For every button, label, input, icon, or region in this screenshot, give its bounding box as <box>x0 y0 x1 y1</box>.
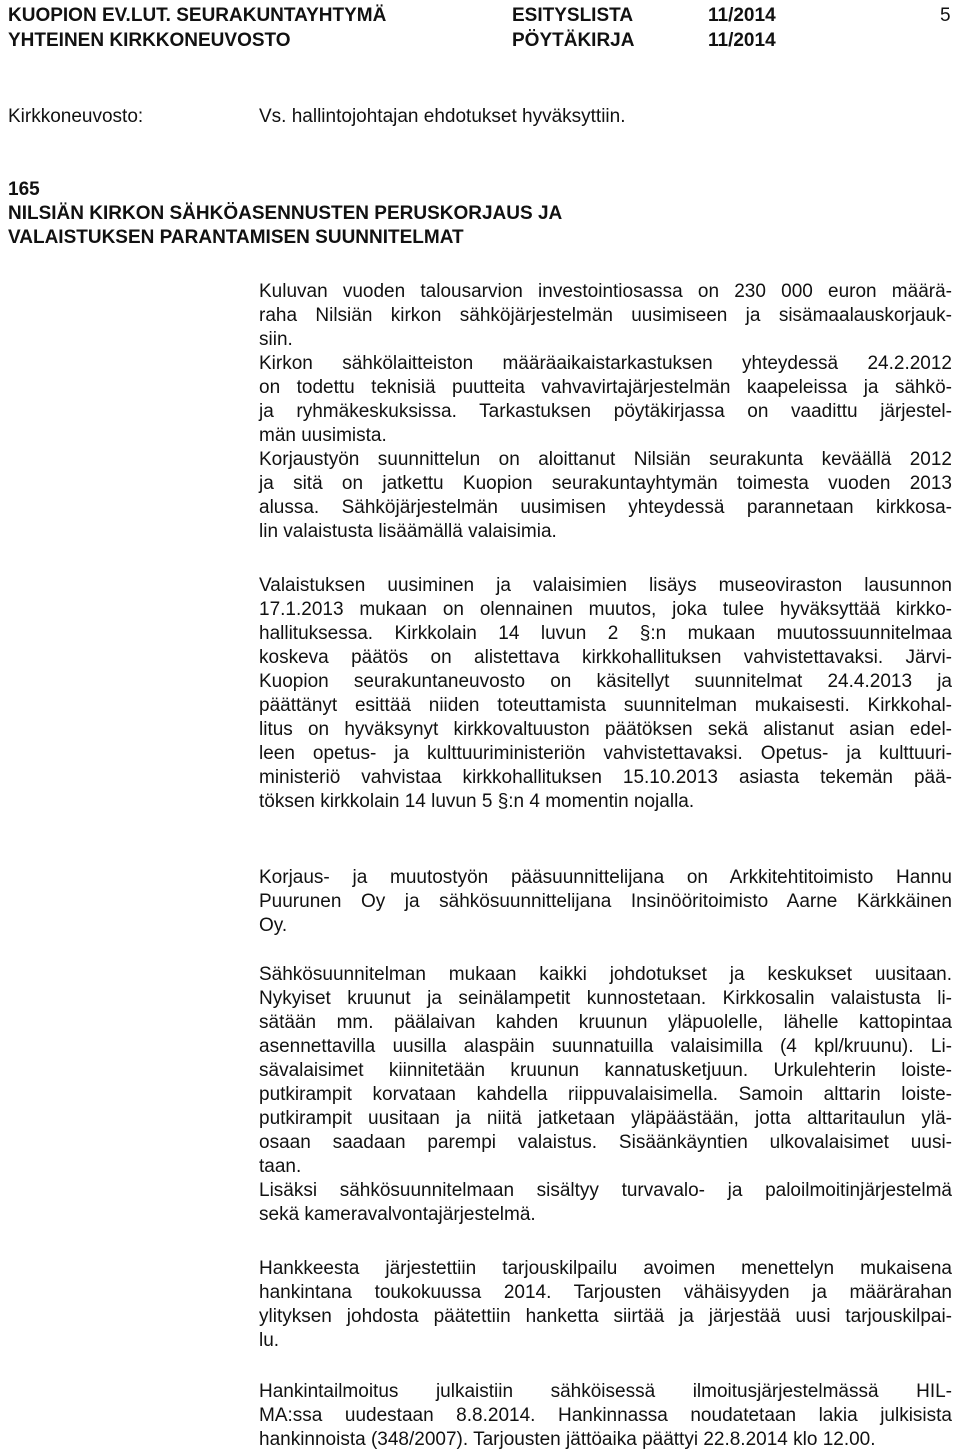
body-paragraph <box>259 866 952 938</box>
body-paragraph <box>259 574 952 814</box>
paragraph-line: Oy. <box>259 915 288 936</box>
paragraph-line: päättänyt esittää niiden toteuttamista suunnitelman mukaisesti. Kirkkohal- <box>259 695 952 716</box>
paragraph-line: alussa. Sähköjärjestelmän uusimisen yhteydessä parannetaan kirkkosa- <box>259 497 952 518</box>
body-paragraph <box>259 1380 952 1452</box>
paragraph-line: lin valaistusta lisäämällä valaisimia. <box>259 521 557 542</box>
paragraph-line: on todettu teknisiä puutteita vahvavirtajärjestelmän kaapeleissa ja sähkö- <box>259 377 952 398</box>
decision-label: Kirkkoneuvosto: <box>8 106 144 127</box>
paragraph-line: ja sitä on jatkettu Kuopion seurakuntayhtymän toimesta vuoden 2013 <box>259 473 952 494</box>
paragraph-line: hankinnoista (348/2007). Tarjousten jättöaika päättyi 22.8.2014 klo 12.00. <box>259 1429 876 1450</box>
item-number: 165 <box>8 179 40 200</box>
paragraph-line: ministeriö vahvistaa kirkkohallituksen 15.10.2013 asiasta tekemän pää- <box>259 767 952 788</box>
paragraph-line: Kuopion seurakuntaneuvosto on käsitellyt suunnitelmat 24.4.2013 ja <box>259 671 952 692</box>
paragraph-line: Sähkösuunnitelman mukaan kaikki johdotukset ja keskukset uusitaan. <box>259 964 952 985</box>
paragraph-line: taan. <box>259 1156 302 1177</box>
paragraph-line: putkirampit korvataan kahdella riippuvalaisimella. Samoin alttarin loiste- <box>259 1084 952 1105</box>
paragraph-line: Kirkon sähkölaitteiston määräaikaistarkastuksen yhteydessä 24.2.2012 <box>259 353 952 374</box>
paragraph-line: Korjaustyön suunnittelun on aloittanut Nilsiän seurakunta keväällä 2012 <box>259 449 952 470</box>
page-number: 5 <box>940 5 951 26</box>
paragraph-line: hallituksessa. Kirkkolain 14 luvun 2 §:n mukaan muutossuunnitelmaa <box>259 623 952 644</box>
doc-type-agenda: ESITYSLISTA <box>512 5 634 26</box>
paragraph-line: sävalaisimet kiinnitetään kruunun kannatusketjuun. Urkulehterin loiste- <box>259 1060 952 1081</box>
paragraph-line: Puurunen Oy ja sähkösuunnittelijana Insinööritoimisto Aarne Kärkkäinen <box>259 891 952 912</box>
paragraph-line: Hankintailmoitus julkaistiin sähköisessä ilmoitusjärjestelmässä HIL- <box>259 1381 952 1402</box>
decision-text: Vs. hallintojohtajan ehdotukset hyväksyttiin. <box>259 106 626 127</box>
organization-name: KUOPION EV.LUT. SEURAKUNTAYHTYMÄ <box>8 5 387 26</box>
paragraph-line: hankintana toukokuussa 2014. Tarjousten vähäisyyden ja määrärahan <box>259 1282 952 1303</box>
paragraph-line: lu. <box>259 1330 280 1351</box>
paragraph-line: koskeva päätös on alistettava kirkkohallituksen vahvistettavaksi. Järvi- <box>259 647 952 668</box>
paragraph-line: litus on hyväksynyt kirkkovaltuuston päätöksen sekä alistanut asian edel- <box>259 719 952 740</box>
paragraph-line: leen opetus- ja kulttuuriministeriön vahvistettavaksi. Opetus- ja kulttuuri- <box>259 743 952 764</box>
paragraph-line: Hankkeesta järjestettiin tarjouskilpailu avoimen menettelyn mukaisena <box>259 1258 952 1279</box>
paragraph-line: sekä kameravalvontajärjestelmä. <box>259 1204 536 1225</box>
meeting-number-minutes: 11/2014 <box>708 30 776 51</box>
paragraph-line: ylityksen johdosta päätettiin hanketta siirtää ja järjestää uusi tarjouskilpai- <box>259 1306 952 1327</box>
meeting-number: 11/2014 <box>708 5 776 26</box>
body-paragraph <box>259 963 952 1227</box>
paragraph-line: Nykyiset kruunut ja seinälampetit kunnostetaan. Kirkkosalin valaistusta li- <box>259 988 952 1009</box>
paragraph-line: män uusimista. <box>259 425 387 446</box>
paragraph-line: MA:ssa uudestaan 8.8.2014. Hankinnassa noudatetaan lakia julkisista <box>259 1405 952 1426</box>
paragraph-line: Valaistuksen uusiminen ja valaisimien lisäys museoviraston lausunnon <box>259 575 952 596</box>
paragraph-line: osaan saadaan parempi valaistus. Sisäänkäyntien ulkovalaisimet uusi- <box>259 1132 952 1153</box>
body-paragraph <box>259 280 952 544</box>
body-paragraph <box>259 1257 952 1353</box>
paragraph-line: siin. <box>259 329 293 350</box>
paragraph-line: Lisäksi sähkösuunnitelmaan sisältyy turvavalo- ja paloilmoitinjärjestelmä <box>259 1180 952 1201</box>
paragraph-line: putkirampit uusitaan ja niitä jatketaan yläpäästään, jotta alttaritaulun ylä- <box>259 1108 952 1129</box>
item-title-line: NILSIÄN KIRKON SÄHKÖASENNUSTEN PERUSKORJAUS JA <box>8 203 563 224</box>
organization-body: YHTEINEN KIRKKONEUVOSTO <box>8 30 291 51</box>
paragraph-line: raha Nilsiän kirkon sähköjärjestelmän uusimiseen ja sisämaalauskorjauk- <box>259 305 952 326</box>
item-heading <box>8 178 562 250</box>
paragraph-line: Korjaus- ja muutostyön pääsuunnittelijana on Arkkitehtitoimisto Hannu <box>259 867 952 888</box>
item-title-line: VALAISTUKSEN PARANTAMISEN SUUNNITELMAT <box>8 227 464 248</box>
paragraph-line: ja ryhmäkeskuksissa. Tarkastuksen pöytäkirjassa on vaadittu järjestel- <box>259 401 952 422</box>
paragraph-line: 17.1.2013 mukaan on olennainen muutos, joka tulee hyväksyttää kirkko- <box>259 599 952 620</box>
paragraph-line: sätään mm. päälaivan kahden kruunun yläpuolelle, lähelle kattopintaa <box>259 1012 952 1033</box>
paragraph-line: töksen kirkkolain 14 luvun 5 §:n 4 momentin nojalla. <box>259 791 695 812</box>
paragraph-line: asennettavilla uusilla alaspäin suunnatuilla valaisimilla (4 kpl/kruunu). Li- <box>259 1036 952 1057</box>
paragraph-line: Kuluvan vuoden talousarvion investointiosassa on 230 000 euron määrä- <box>259 281 952 302</box>
doc-type-minutes: PÖYTÄKIRJA <box>512 30 635 51</box>
